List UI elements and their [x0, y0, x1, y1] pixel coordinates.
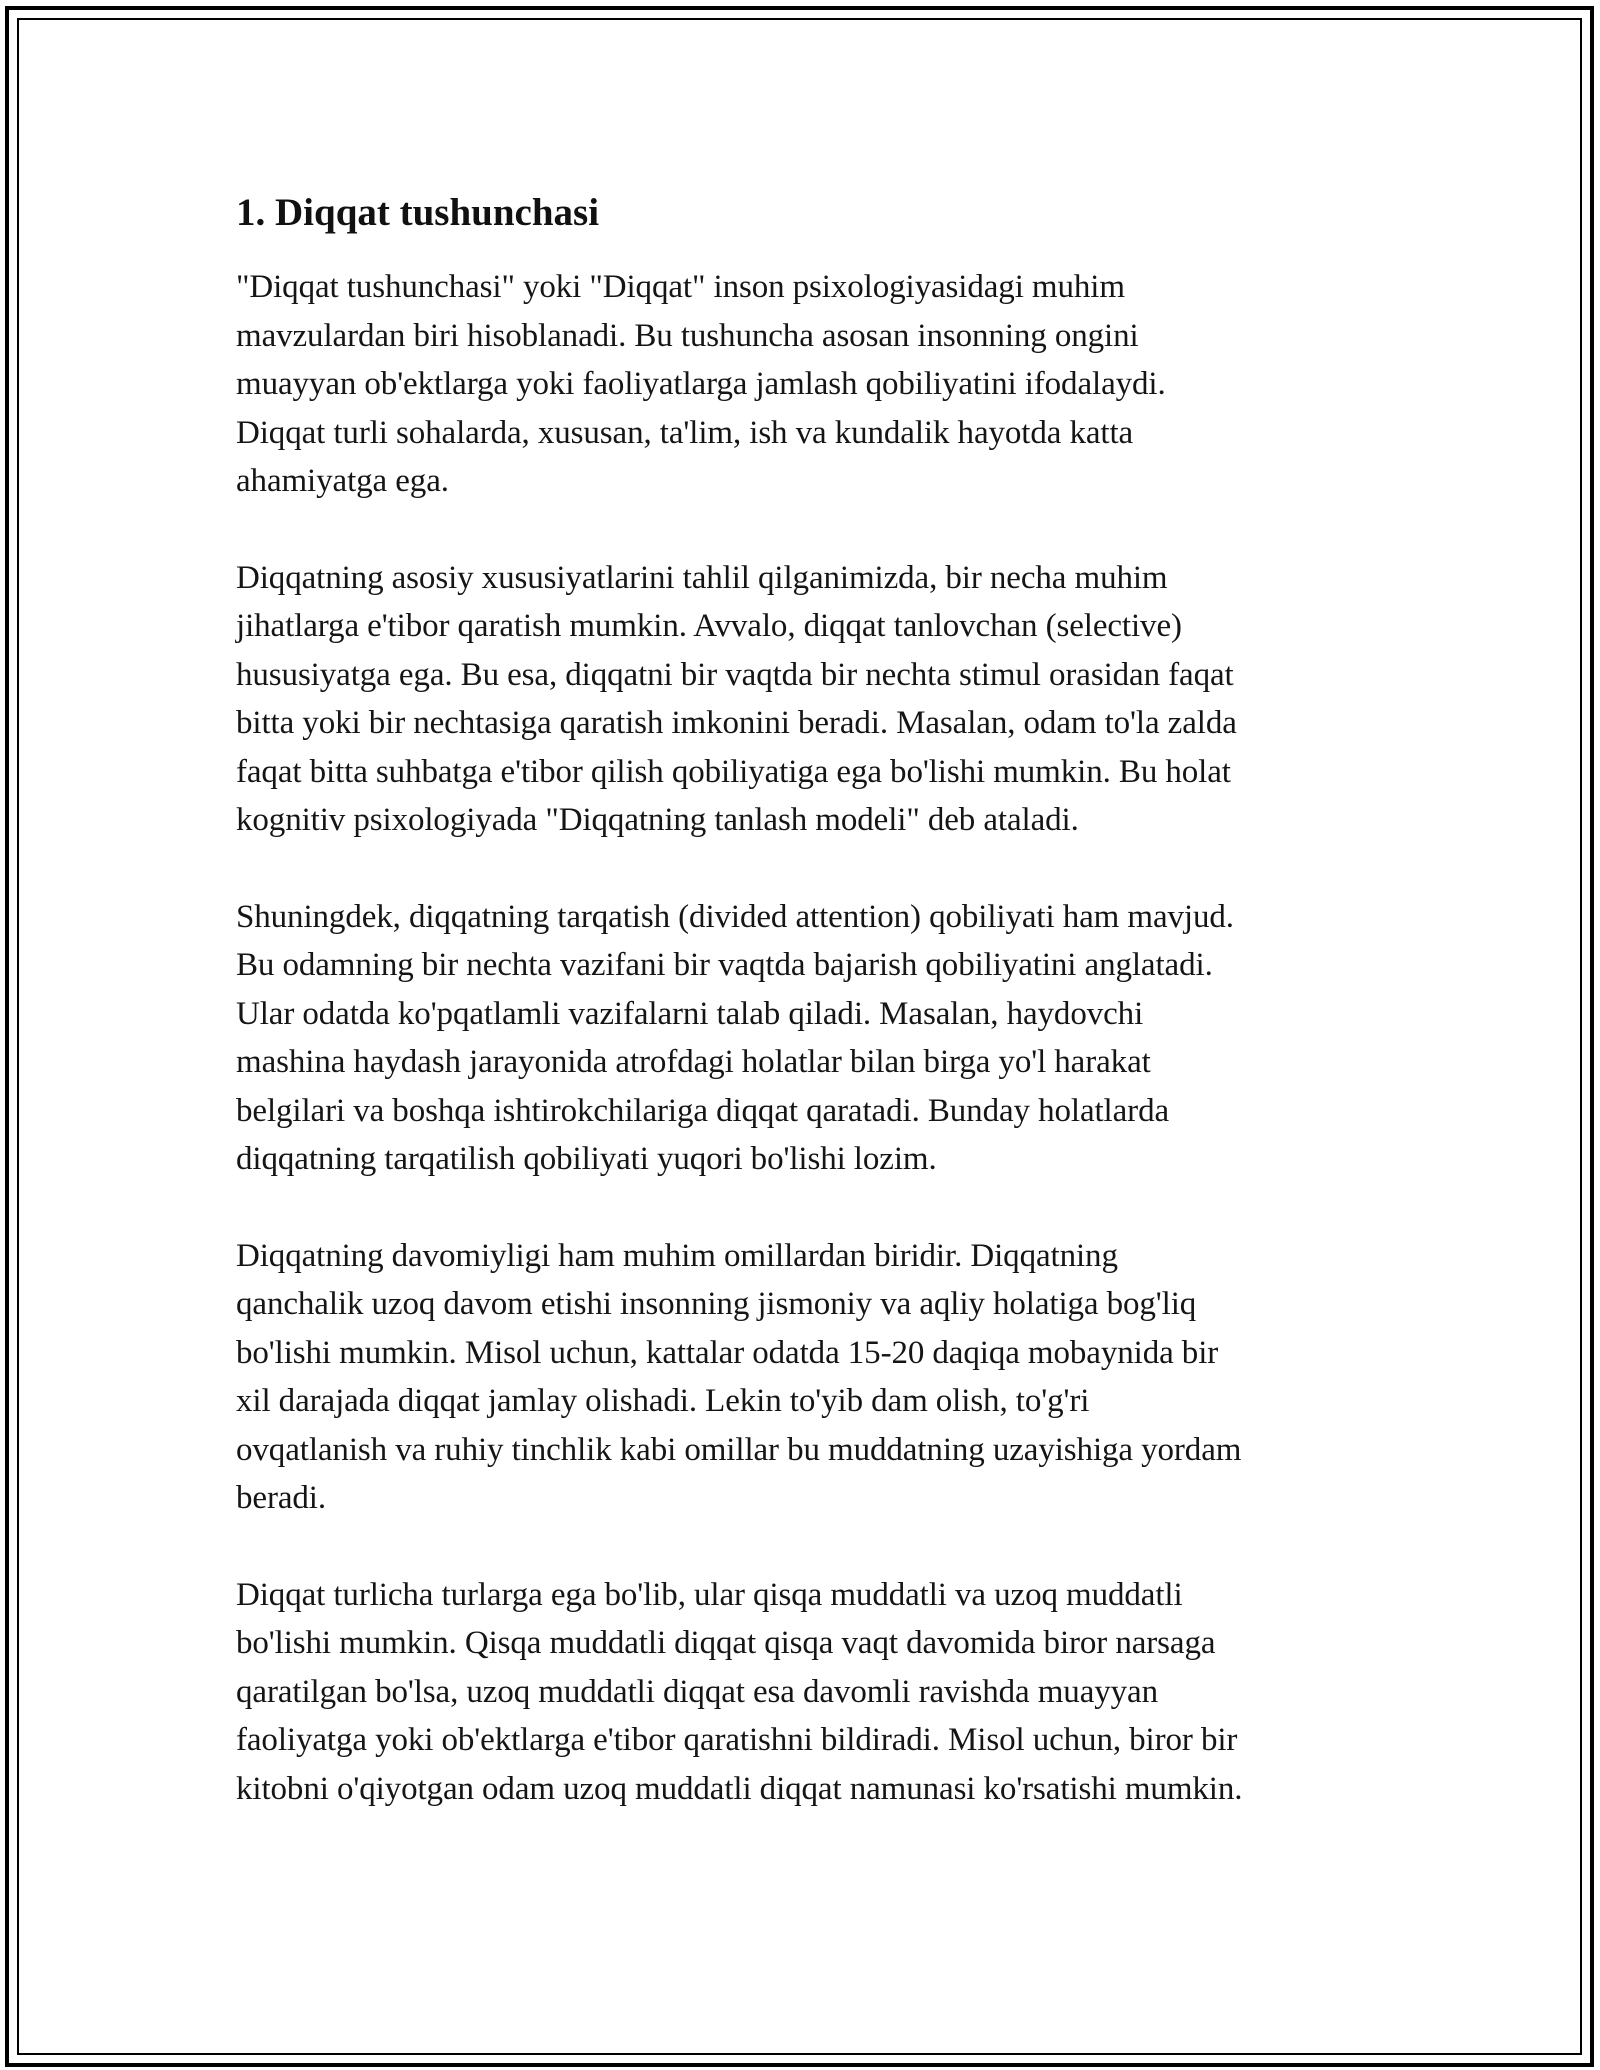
text-line: ahamiyatga ega.	[236, 463, 449, 499]
paragraph-1	[236, 263, 1386, 506]
text-line: xil darajada diqqat jamlay olishadi. Lekin to'yib dam olish, to'g'ri	[236, 1383, 1090, 1419]
paragraph-3	[236, 893, 1386, 1184]
text-line: kitobni o'qiyotgan odam uzoq muddatli diqqat namunasi ko'rsatishi mumkin.	[236, 1770, 1243, 1807]
text-line: beradi.	[236, 1480, 327, 1516]
text-line: diqqatning tarqatilish qobiliyati yuqori bo'lishi lozim.	[236, 1141, 937, 1177]
text-line: kognitiv psixologiyada "Diqqatning tanlash modeli" deb ataladi.	[236, 802, 1079, 838]
text-line: mavzulardan biri hisoblanadi. Bu tushuncha asosan insonning ongini	[236, 317, 1139, 354]
paragraph-4	[236, 1232, 1386, 1523]
text-line: "Diqqat tushunchasi" yoki "Diqqat" inson psixologiyasidagi muhim	[236, 269, 1125, 305]
section-heading: 1. Diqqat tushunchasi	[236, 191, 600, 234]
text-line: qanchalik uzoq davom etishi insonning jismoniy va aqliy holatiga bog'liq	[236, 1286, 1197, 1322]
text-line: jihatlarga e'tibor qaratish mumkin. Avvalo, diqqat tanlovchan (selective)	[236, 608, 1182, 644]
text-line: faoliyatga yoki ob'ektlarga e'tibor qaratishni bildiradi. Misol uchun, biror bir	[236, 1722, 1238, 1758]
document-body	[236, 185, 1386, 1861]
text-line: mashina haydash jarayonida atrofdagi holatlar bilan birga yo'l harakat	[236, 1044, 1151, 1080]
text-line: bo'lishi mumkin. Misol uchun, kattalar odatda 15-20 daqiqa mobaynida bir	[236, 1334, 1219, 1371]
text-line: Diqqatning davomiyligi ham muhim omillardan biridir. Diqqatning	[236, 1237, 1118, 1274]
text-line: hususiyatga ega. Bu esa, diqqatni bir vaqtda bir nechta stimul orasidan faqat	[236, 656, 1234, 693]
text-line: faqat bitta suhbatga e'tibor qilish qobiliyatiga ega bo'lishi mumkin. Bu holat	[236, 753, 1231, 790]
text-line: ovqatlanish va ruhiy tinchlik kabi omillar bu muddatning uzayishiga yordam	[236, 1431, 1242, 1468]
text-line: qaratilgan bo'lsa, uzoq muddatli diqqat esa davomli ravishda muayyan	[236, 1673, 1158, 1710]
text-line: belgilari va boshqa ishtirokchilariga diqqat qaratadi. Bunday holatlarda	[236, 1092, 1170, 1129]
paragraph-2	[236, 554, 1386, 845]
text-line: bo'lishi mumkin. Qisqa muddatli diqqat qisqa vaqt davomida biror narsaga	[236, 1625, 1216, 1661]
text-line: Bu odamning bir nechta vazifani bir vaqtda bajarish qobiliyatini anglatadi.	[236, 947, 1213, 983]
text-line: Diqqat turli sohalarda, xususan, ta'lim, ish va kundalik hayotda katta	[236, 414, 1134, 451]
text-line: Diqqatning asosiy xususiyatlarini tahlil qilganimizda, bir necha muhim	[236, 559, 1168, 596]
text-line: Diqqat turlicha turlarga ega bo'lib, ular qisqa muddatli va uzoq muddatli	[236, 1576, 1183, 1613]
text-line: bitta yoki bir nechtasiga qaratish imkonini beradi. Masalan, odam to'la zalda	[236, 705, 1237, 741]
text-line: Shuningdek, diqqatning tarqatish (divided attention) qobiliyati ham mavjud.	[236, 898, 1234, 935]
text-line: Ular odatda ko'pqatlamli vazifalarni talab qiladi. Masalan, haydovchi	[236, 995, 1144, 1032]
text-line: muayyan ob'ektlarga yoki faoliyatlarga jamlash qobiliyatini ifodalaydi.	[236, 366, 1166, 402]
paragraph-5	[236, 1571, 1386, 1814]
